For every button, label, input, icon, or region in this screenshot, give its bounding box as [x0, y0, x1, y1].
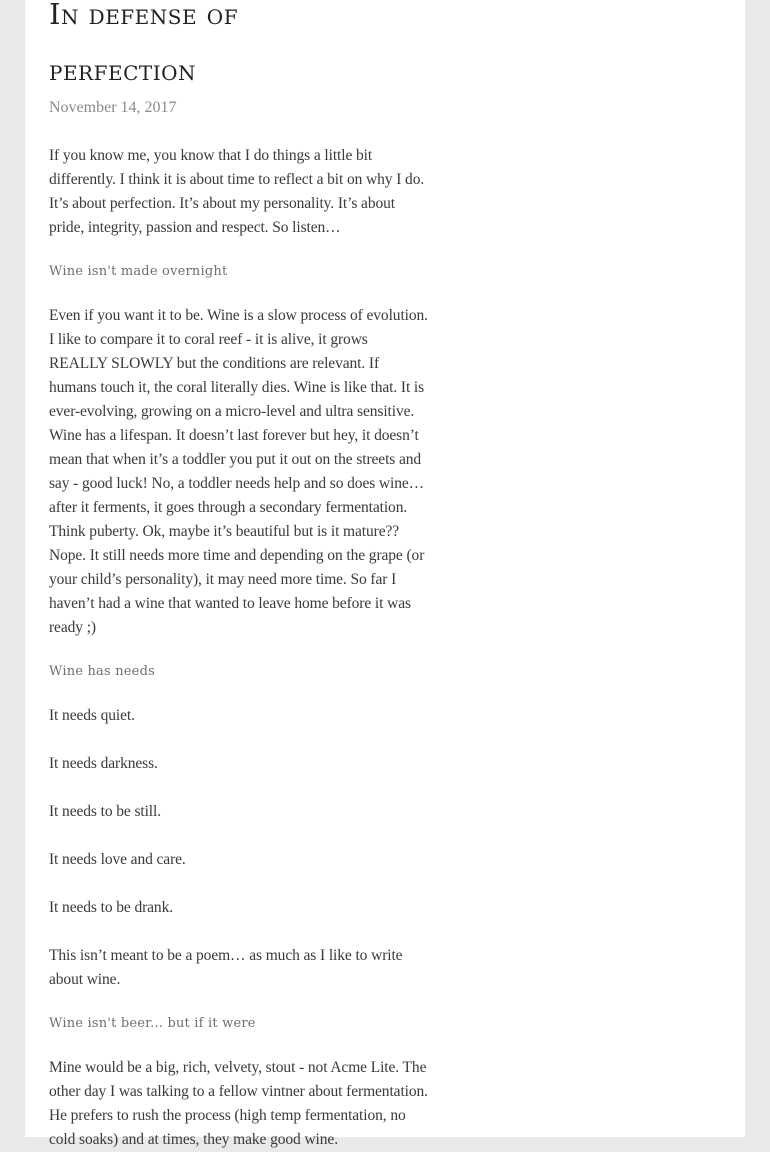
- needs-item: It needs quiet.: [49, 707, 135, 724]
- needs-item: It needs to be drank.: [49, 899, 174, 916]
- needs-item: It needs darkness.: [49, 755, 158, 772]
- section-heading-overnight: Wine isn't made overnight: [49, 264, 228, 279]
- post-title-line-1[interactable]: In defense of: [49, 0, 239, 31]
- intro-paragraph: If you know me, you know that I do things a little bit differently. I think it is about time to reflect a bit on why I do. It’s about perfection. It’s about my personality. It’s about pride, integrity, passion and respect. So listen…: [49, 147, 425, 236]
- needs-item: It needs to be still.: [49, 803, 161, 820]
- section-paragraph-beer: Mine would be a big, rich, velvety, stout - not Acme Lite. The other day I was talking to a fellow vintner about fermentation. He prefers to rush the process (high temp fermentation, no cold soaks) and at times, they make good wine.: [49, 1059, 428, 1148]
- post-title-line-2[interactable]: perfection: [49, 53, 197, 87]
- section-heading-needs: Wine has needs: [49, 664, 155, 679]
- poem-note-paragraph: This isn’t meant to be a poem… as much as I like to write about wine.: [49, 947, 403, 988]
- page-card: [25, 0, 745, 1148]
- section-paragraph-overnight: Even if you want it to be. Wine is a slow process of evolution. I like to compare it to coral reef - it is alive, it grows REALLY SLOWLY but the conditions are relevant. If humans touch it, the coral literally dies. Wine is like that. It is ever-evolving, growing on a micro-level and ultra sensitive. Wine has a lifespan. It doesn’t last forever but hey, it doesn’t mean that when it’s a toddler you put it out on the streets and say - good luck! No, a toddler needs help and so does wine… after it ferments, it goes through a secondary fermentation. Think puberty. Ok, maybe it’s beautiful but is it mature?? Nope. It still needs more time and depending on the grape (or your child’s personality), it may need more time. So far I haven’t had a wine that wanted to leave home before it was ready ;): [49, 307, 428, 636]
- needs-item: It needs love and care.: [49, 851, 186, 868]
- section-heading-beer: Wine isn't beer... but if it were: [49, 1016, 256, 1031]
- post-date: November 14, 2017: [49, 99, 177, 116]
